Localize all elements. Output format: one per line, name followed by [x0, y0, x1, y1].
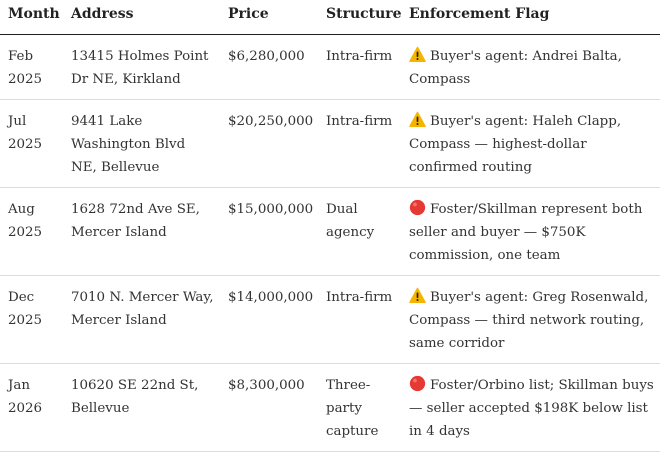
table-header — [0, 0, 660, 35]
flag-text: Buyer's agent: Greg Rosenwald, Compass — third network routing, same corridor — [409, 290, 649, 351]
cell-month: Dec 2025 — [0, 276, 63, 364]
cell-address: 1628 72nd Ave SE, Mercer Island — [63, 188, 220, 276]
cell-enforcement-flag — [401, 100, 660, 188]
header-price: Price — [220, 0, 318, 35]
table-body — [0, 35, 660, 452]
cell-enforcement-flag — [401, 364, 660, 452]
cell-structure: Three-party capture — [318, 364, 401, 452]
warning-icon — [409, 287, 426, 304]
header-address: Address — [63, 0, 220, 35]
cell-price: $20,250,000 — [220, 100, 318, 188]
table-row — [0, 188, 660, 276]
red-circle-icon — [409, 199, 426, 216]
cell-address: 7010 N. Mercer Way, Mercer Island — [63, 276, 220, 364]
header-structure: Structure — [318, 0, 401, 35]
header-month: Month — [0, 0, 63, 35]
flag-text: Buyer's agent: Andrei Balta, Compass — [409, 49, 622, 87]
flag-text: Foster/Orbino list; Skillman buys — seller accepted $198K below list in 4 days — [409, 378, 654, 439]
header-enforcement-flag: Enforcement Flag — [401, 0, 660, 35]
flag-text: Buyer's agent: Haleh Clapp, Compass — highest-dollar confirmed routing — [409, 114, 622, 175]
cell-price: $15,000,000 — [220, 188, 318, 276]
table-row — [0, 100, 660, 188]
cell-month: Jul 2025 — [0, 100, 63, 188]
cell-structure: Intra-firm — [318, 35, 401, 100]
warning-icon — [409, 111, 426, 128]
table-row — [0, 364, 660, 452]
warning-icon — [409, 46, 426, 63]
cell-price: $8,300,000 — [220, 364, 318, 452]
header-row — [0, 0, 660, 35]
cell-structure: Intra-firm — [318, 100, 401, 188]
red-circle-icon — [409, 375, 426, 392]
cell-month: Aug 2025 — [0, 188, 63, 276]
cell-address: 9441 Lake Washington Blvd NE, Bellevue — [63, 100, 220, 188]
cell-month: Feb 2025 — [0, 35, 63, 100]
cell-enforcement-flag — [401, 276, 660, 364]
cell-price: $6,280,000 — [220, 35, 318, 100]
cell-price: $14,000,000 — [220, 276, 318, 364]
cell-address: 13415 Holmes Point Dr NE, Kirkland — [63, 35, 220, 100]
cell-structure: Dual agency — [318, 188, 401, 276]
flag-text: Foster/Skillman represent both seller and buyer — $750K commission, one team — [409, 202, 643, 263]
cell-month: Jan 2026 — [0, 364, 63, 452]
cell-enforcement-flag — [401, 188, 660, 276]
cell-enforcement-flag — [401, 35, 660, 100]
table-row — [0, 276, 660, 364]
cell-structure: Intra-firm — [318, 276, 401, 364]
table-row — [0, 35, 660, 100]
cell-address: 10620 SE 22nd St, Bellevue — [63, 364, 220, 452]
